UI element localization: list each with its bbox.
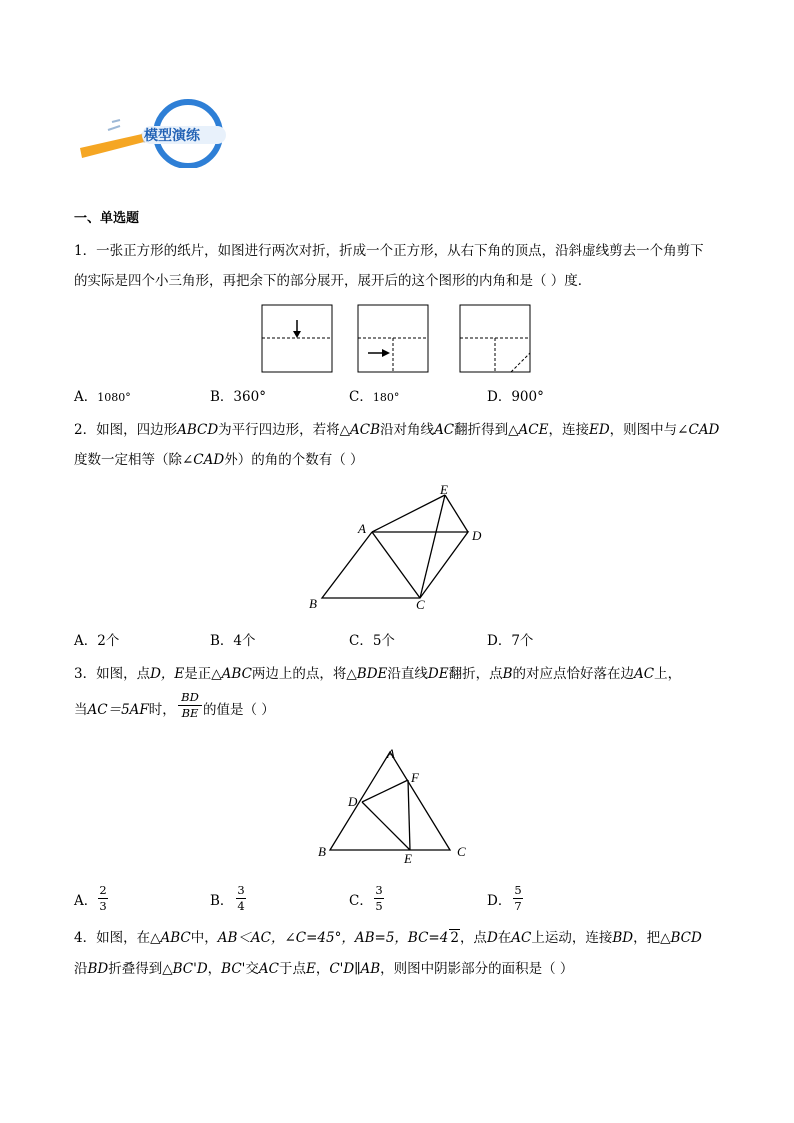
q2-label-e: E bbox=[440, 482, 448, 497]
q3-option-d-label[interactable]: D． bbox=[487, 893, 512, 909]
q2-segment-ed bbox=[445, 495, 468, 532]
q3-figure bbox=[310, 740, 480, 865]
q2-label-c: C bbox=[416, 597, 425, 612]
q1-option-d[interactable]: D．900° bbox=[487, 389, 544, 405]
q3-fraction: BD BE bbox=[178, 691, 202, 720]
q1-arrow-down-icon bbox=[293, 331, 301, 338]
q3-segment-df bbox=[362, 780, 408, 802]
section-title: 一、单选题 bbox=[74, 211, 140, 226]
q1-line2: 的实际是四个小三角形，再把余下的部分展开，展开后的这个图形的内角和是（ ）度． bbox=[74, 273, 592, 289]
q3-label-e: E bbox=[404, 851, 412, 865]
q2-label-d: D bbox=[472, 528, 482, 543]
q3-option-b-label[interactable]: B． bbox=[210, 893, 234, 909]
q1-line1: 1．一张正方形的纸片，如图进行两次对折，折成一个正方形，从右下角的顶点，沿斜虚线剪去一个角剪下 bbox=[74, 243, 704, 259]
q1-figure bbox=[255, 300, 545, 376]
q1-option-b[interactable]: B．360° bbox=[210, 389, 266, 405]
q1-cut-line bbox=[511, 353, 530, 372]
q2-option-c[interactable]: C．5个 bbox=[349, 633, 395, 649]
q2-segment-ae bbox=[372, 495, 445, 532]
q4-sqrt: 2 bbox=[450, 930, 459, 946]
q2-option-a[interactable]: A．2个 bbox=[74, 633, 120, 649]
q3-option-c-fraction[interactable]: 3 5 bbox=[375, 883, 383, 913]
q2-label-b: B bbox=[309, 596, 317, 611]
q1-arrow-right-icon bbox=[382, 349, 390, 357]
q3-option-c-label[interactable]: C． bbox=[349, 893, 373, 909]
q3-option-a-label[interactable]: A． bbox=[74, 893, 98, 909]
pencil-body bbox=[80, 134, 144, 158]
q3-line2-start: 当AC＝5AF时， bbox=[74, 702, 176, 718]
q3-label-b: B bbox=[318, 844, 326, 859]
q2-option-d[interactable]: D．7个 bbox=[487, 633, 534, 649]
q4-line1: 4．如图，在△ABC中，AB＜AC，∠C=45°，AB=5，BC=4 2，点D在AC上运动，连接BD，把△BCD bbox=[74, 930, 702, 946]
q3-option-b-fraction[interactable]: 3 4 bbox=[237, 883, 245, 913]
q1-option-a[interactable]: A．1080° bbox=[74, 389, 131, 405]
q1-option-c[interactable]: C．180° bbox=[349, 389, 400, 405]
q2-label-a: A bbox=[358, 521, 366, 536]
q2-option-b[interactable]: B．4个 bbox=[210, 633, 256, 649]
q3-label-f: F bbox=[411, 770, 419, 785]
banner-graphic bbox=[78, 96, 228, 168]
q2-segment-ec bbox=[420, 495, 445, 598]
q3-line2-end: 的值是（ ） bbox=[203, 702, 275, 718]
q3-option-d-fraction[interactable]: 5 7 bbox=[514, 883, 522, 913]
q3-option-a-fraction[interactable]: 2 3 bbox=[99, 883, 107, 913]
q2-diagonal-ac bbox=[372, 532, 420, 598]
q3-label-c: C bbox=[457, 844, 466, 859]
q3-label-a: A bbox=[387, 746, 395, 761]
q3-line1: 3．如图，点D，E是正△ABC两边上的点，将△BDE沿直线DE翻折，点B的对应点恰好落在边AC上， bbox=[74, 666, 682, 682]
q3-label-d: D bbox=[348, 794, 358, 809]
q2-line2: 度数一定相等（除∠CAD外）的角的个数有（ ） bbox=[74, 452, 364, 468]
q2-parallelogram bbox=[322, 532, 468, 598]
q3-options bbox=[74, 884, 534, 920]
q4-line2: 沿BD折叠得到△BC'D，BC'交AC于点E，C'D∥AB，则图中阴影部分的面积是（ ） bbox=[74, 961, 574, 977]
banner-text: 模型演练 bbox=[144, 129, 200, 144]
motion-lines bbox=[108, 120, 120, 130]
q3-segment-de bbox=[362, 802, 410, 850]
banner-logo bbox=[78, 96, 228, 168]
q3-segment-fe bbox=[408, 780, 410, 850]
q2-line1: 2．如图，四边形ABCD为平行四边形，若将△ACB沿对角线AC翻折得到△ACE，连接ED，则图中与∠CAD bbox=[74, 422, 720, 438]
q2-figure bbox=[300, 480, 500, 615]
